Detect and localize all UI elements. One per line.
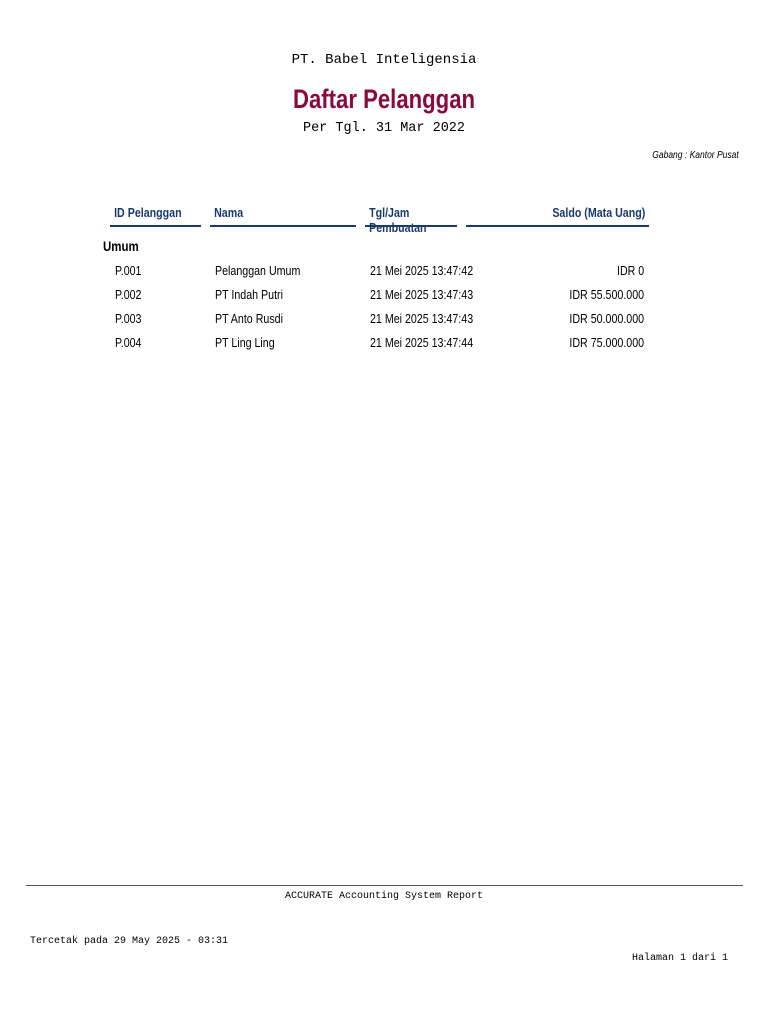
cell-saldo: IDR 50.000.000 bbox=[569, 311, 644, 326]
page-number: Halaman 1 dari 1 bbox=[631, 953, 728, 964]
cell-id: P.001 bbox=[115, 263, 142, 278]
column-header-id-label: ID Pelanggan bbox=[114, 205, 182, 220]
group-label: Umum bbox=[103, 238, 139, 254]
branch-label: Gabang : Kantor Pusat bbox=[652, 150, 739, 161]
report-date: Per Tgl. 31 Mar 2022 bbox=[302, 121, 466, 136]
printed-timestamp: Tercetak pada 29 May 2025 - 03:31 bbox=[30, 936, 229, 947]
column-header-saldo bbox=[466, 205, 649, 227]
cell-tgl: 21 Mei 2025 13:47:42 bbox=[370, 263, 474, 278]
column-header-saldo-label: Saldo (Mata Uang) bbox=[551, 205, 645, 220]
cell-saldo: IDR 0 bbox=[616, 263, 644, 278]
company-name: PT. Babel Inteligensia bbox=[291, 52, 477, 68]
table-row bbox=[0, 287, 768, 311]
cell-tgl: 21 Mei 2025 13:47:43 bbox=[370, 287, 474, 302]
column-header-id bbox=[110, 205, 201, 227]
table-row bbox=[0, 311, 768, 335]
cell-tgl: 21 Mei 2025 13:47:43 bbox=[370, 311, 474, 326]
cell-saldo: IDR 75.000.000 bbox=[569, 335, 644, 350]
cell-saldo: IDR 55.500.000 bbox=[569, 287, 644, 302]
cell-id: P.002 bbox=[115, 287, 142, 302]
cell-nama: PT Ling Ling bbox=[215, 335, 275, 350]
table-row bbox=[0, 263, 768, 287]
cell-id: P.003 bbox=[115, 311, 142, 326]
cell-nama: PT Indah Putri bbox=[215, 287, 283, 302]
cell-nama: Pelanggan Umum bbox=[215, 263, 301, 278]
footer-divider bbox=[26, 885, 743, 886]
cell-id: P.004 bbox=[115, 335, 142, 350]
report-title: Daftar Pelanggan bbox=[292, 84, 476, 114]
column-header-tgl-label: Tgl/Jam Pembuatan bbox=[369, 205, 427, 235]
column-header-nama bbox=[210, 205, 356, 227]
table-row bbox=[0, 335, 768, 359]
footer-system-label: ACCURATE Accounting System Report bbox=[284, 891, 484, 902]
column-header-nama-label: Nama bbox=[214, 205, 244, 220]
column-header-tgl bbox=[365, 205, 457, 235]
cell-tgl: 21 Mei 2025 13:47:44 bbox=[370, 335, 474, 350]
cell-nama: PT Anto Rusdi bbox=[215, 311, 283, 326]
